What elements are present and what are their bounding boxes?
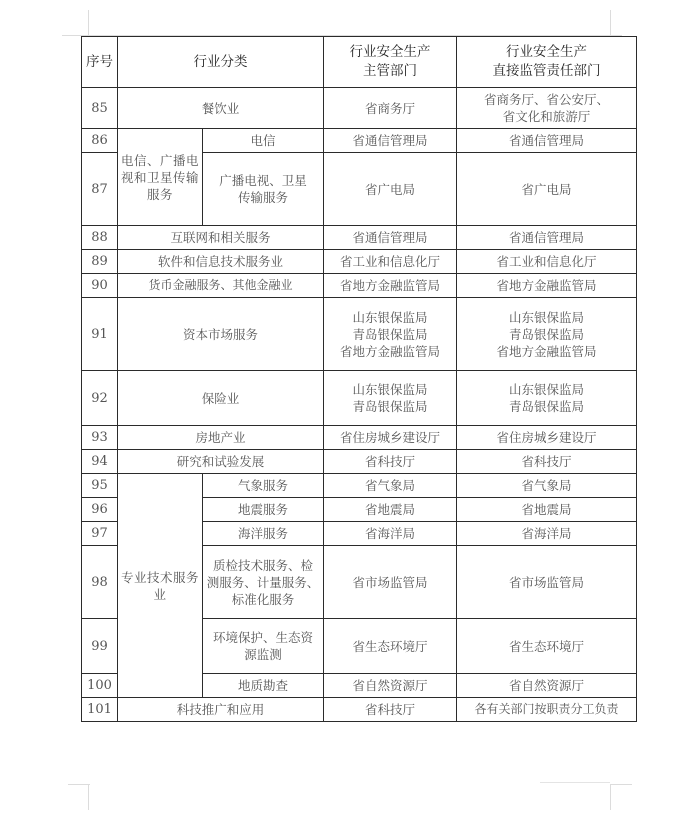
row-responsible: [457, 298, 637, 371]
scan-mark-bottom-left-h: [68, 784, 90, 785]
row-category-group-professional: 专业技术服务业: [118, 474, 203, 698]
row-responsible: 省气象局: [457, 474, 637, 498]
row-supervisor: [324, 371, 457, 426]
row-responsible: 省地方金融监管局: [457, 274, 637, 298]
row-category-line1: 广播电视、卫星: [219, 173, 307, 188]
row-seq: 86: [82, 129, 118, 153]
column-header-responsible-line2: 直接监管责任部门: [492, 63, 601, 79]
table-row: [82, 474, 637, 498]
row-category: 货币金融服务、其他金融业: [118, 274, 324, 298]
document-table-container: [81, 36, 619, 722]
table-row: [82, 298, 637, 371]
row-seq: 94: [82, 450, 118, 474]
row-seq: 85: [82, 88, 118, 129]
row-supervisor: 省市场监管局: [324, 546, 457, 619]
row-responsible: 省住房城乡建设厅: [457, 426, 637, 450]
scan-mark-top-left: [88, 10, 89, 38]
row-category: 气象服务: [203, 474, 324, 498]
row-supervisor-line2: 青岛银保监局: [352, 399, 428, 414]
row-category-line1: 质检技术服务、检: [212, 557, 313, 573]
row-seq: 89: [82, 250, 118, 274]
row-category: 互联网和相关服务: [118, 226, 324, 250]
row-seq: 98: [82, 546, 118, 619]
row-supervisor: [324, 298, 457, 371]
row-supervisor: 省地方金融监管局: [324, 274, 457, 298]
row-supervisor: 省广电局: [324, 153, 457, 226]
row-seq: 100: [82, 674, 118, 698]
row-supervisor: 省科技厅: [324, 698, 457, 722]
row-responsible-line3: 省地方金融监管局: [496, 343, 597, 359]
row-supervisor: 省通信管理局: [324, 226, 457, 250]
row-seq: 87: [82, 153, 118, 226]
row-supervisor: 省工业和信息化厅: [324, 250, 457, 274]
row-seq: 93: [82, 426, 118, 450]
row-responsible: [457, 88, 637, 129]
column-header-supervisor: [324, 37, 457, 88]
row-responsible: 各有关部门按职责分工负责: [457, 698, 637, 722]
row-seq: 88: [82, 226, 118, 250]
row-seq: 90: [82, 274, 118, 298]
row-category: 海洋服务: [203, 522, 324, 546]
table-header-row: [82, 37, 637, 88]
row-responsible-line2: 青岛银保监局: [508, 326, 584, 342]
row-category: 地震服务: [203, 498, 324, 522]
scan-mark-bottom-right-v: [610, 784, 611, 810]
column-header-responsible-line1: 行业安全生产: [506, 44, 587, 60]
row-category-line2: 测服务、计量服务、: [206, 574, 320, 590]
row-supervisor: 省生态环境厅: [324, 619, 457, 674]
row-category: 软件和信息技术服务业: [118, 250, 324, 274]
column-header-supervisor-line1: 行业安全生产: [349, 44, 431, 60]
scan-mark-bottom-left-v: [88, 784, 89, 810]
row-supervisor: 省住房城乡建设厅: [324, 426, 457, 450]
row-category-line2: 传输服务: [237, 190, 288, 205]
row-category-group-telecom: 电信、广播电视和卫星传输服务: [118, 129, 203, 226]
row-responsible: 省工业和信息化厅: [457, 250, 637, 274]
table-row: [82, 226, 637, 250]
row-supervisor: 省地震局: [324, 498, 457, 522]
scan-mark-bottom-right-h: [610, 784, 632, 785]
row-responsible-line2: 省文化和旅游厅: [502, 109, 591, 124]
table-row: [82, 426, 637, 450]
row-category-line2: 源监测: [244, 647, 282, 662]
row-responsible-line1: 省商务厅、省公安厅、: [483, 92, 609, 107]
row-category: 保险业: [118, 371, 324, 426]
table-row: [82, 250, 637, 274]
row-category: [203, 153, 324, 226]
row-supervisor: 省海洋局: [324, 522, 457, 546]
row-seq: 95: [82, 474, 118, 498]
row-responsible: 省科技厅: [457, 450, 637, 474]
row-category-line1: 环境保护、生态资: [212, 630, 313, 645]
row-seq: 91: [82, 298, 118, 371]
row-seq: 97: [82, 522, 118, 546]
row-responsible: 省生态环境厅: [457, 619, 637, 674]
row-category: 餐饮业: [118, 88, 324, 129]
row-responsible: 省通信管理局: [457, 226, 637, 250]
row-supervisor-line1: 山东银保监局: [352, 309, 428, 325]
column-header-supervisor-line2: 主管部门: [363, 63, 417, 79]
row-supervisor: 省通信管理局: [324, 129, 457, 153]
row-supervisor-line3: 省地方金融监管局: [339, 343, 440, 359]
row-supervisor: 省自然资源厅: [324, 674, 457, 698]
row-category: 地质勘查: [203, 674, 324, 698]
row-supervisor: 省气象局: [324, 474, 457, 498]
table-row: [82, 129, 637, 153]
row-responsible: 省通信管理局: [457, 129, 637, 153]
row-category: 房地产业: [118, 426, 324, 450]
row-seq: 92: [82, 371, 118, 426]
row-supervisor-line1: 山东银保监局: [352, 382, 428, 397]
row-responsible-line1: 山东银保监局: [508, 382, 584, 397]
row-category: [203, 546, 324, 619]
row-responsible: [457, 371, 637, 426]
row-category: 研究和试验发展: [118, 450, 324, 474]
row-responsible: 省海洋局: [457, 522, 637, 546]
row-responsible-line1: 山东银保监局: [508, 309, 584, 325]
industry-responsibility-table: [81, 36, 637, 722]
row-category: 科技推广和应用: [118, 698, 324, 722]
row-seq: 96: [82, 498, 118, 522]
row-supervisor-line2: 青岛银保监局: [352, 326, 428, 342]
table-row: [82, 450, 637, 474]
table-row: [82, 274, 637, 298]
scan-mark-bottom-rule: [540, 782, 610, 783]
column-header-seq: 序号: [82, 37, 118, 88]
row-responsible: 省市场监管局: [457, 546, 637, 619]
row-category: 电信: [203, 129, 324, 153]
row-responsible-line2: 青岛银保监局: [508, 399, 584, 414]
scan-mark-top-right: [610, 10, 611, 38]
row-seq: 101: [82, 698, 118, 722]
table-row: [82, 698, 637, 722]
column-header-category: 行业分类: [118, 37, 324, 88]
row-supervisor: 省商务厅: [324, 88, 457, 129]
table-row: [82, 371, 637, 426]
row-responsible: 省广电局: [457, 153, 637, 226]
row-category-line3: 标准化服务: [231, 591, 295, 607]
row-category: [203, 619, 324, 674]
column-header-responsible: [457, 37, 637, 88]
row-seq: 99: [82, 619, 118, 674]
table-row: [82, 88, 637, 129]
row-category: 资本市场服务: [118, 298, 324, 371]
row-responsible: 省自然资源厅: [457, 674, 637, 698]
row-responsible: 省地震局: [457, 498, 637, 522]
row-supervisor: 省科技厅: [324, 450, 457, 474]
